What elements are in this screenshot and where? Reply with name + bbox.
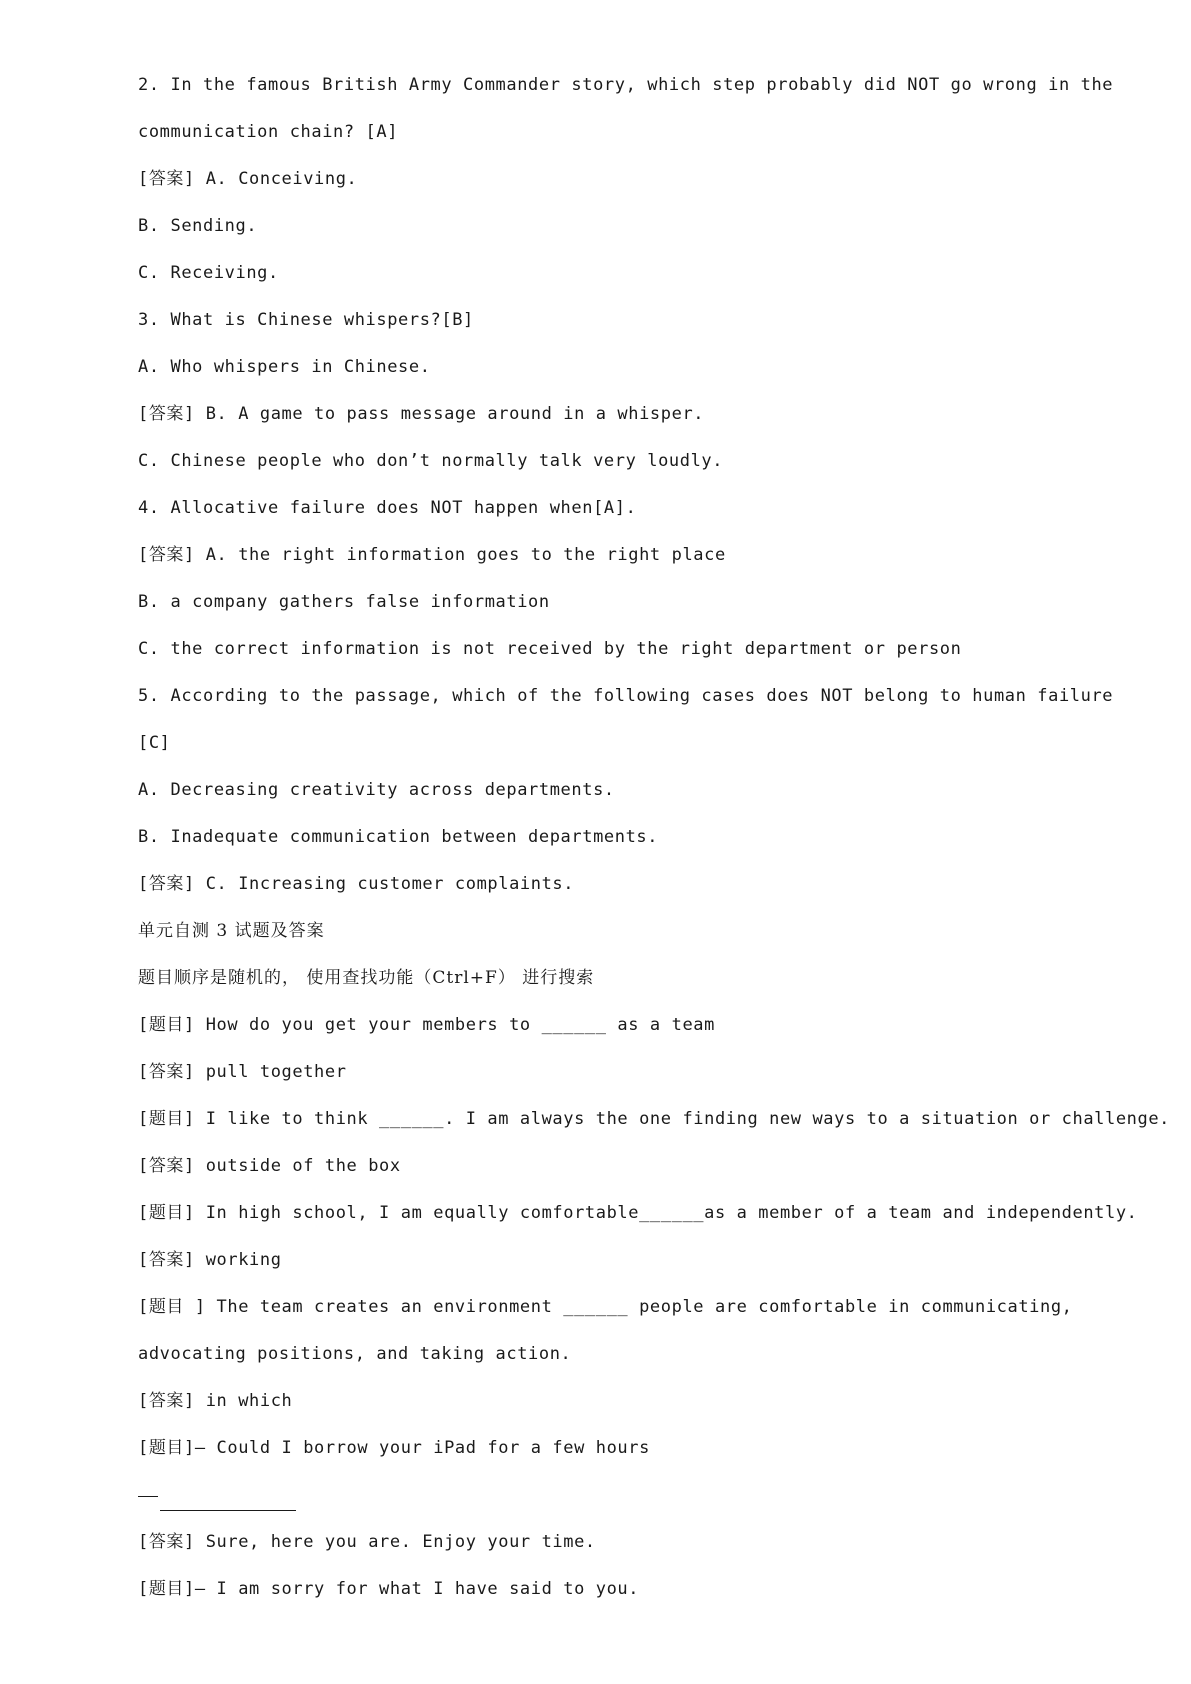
answer-item: [答案] outside of the box [138, 1156, 401, 1176]
answer-option: [答案] B. A game to pass message around in a whisper. [138, 404, 705, 424]
answer-item: [答案] Sure, here you are. Enjoy your time. [138, 1532, 596, 1552]
question-item: [题目] In high school, I am equally comfortable______as a member of a team and independently. [138, 1203, 1138, 1223]
question-item-cont: advocating positions, and taking action. [138, 1344, 572, 1364]
question-3-stem: 3. What is Chinese whispers?[B] [138, 310, 474, 330]
question-item: [题目 ] The team creates an environment ______ people are comfortable in communicating, [138, 1297, 1073, 1317]
option: B. Sending. [138, 216, 258, 236]
answer-item: [答案] working [138, 1250, 282, 1270]
option: C. Chinese people who don’t normally talk very loudly. [138, 451, 724, 471]
answer-option: [答案] C. Increasing customer complaints. [138, 874, 575, 894]
answer-blank [160, 1510, 296, 1511]
question-2-stem-cont: communication chain? [A] [138, 122, 399, 142]
answer-item: [答案] pull together [138, 1062, 347, 1082]
question-item: [题目] How do you get your members to ______ as a team [138, 1015, 715, 1035]
answer-option: [答案] A. the right information goes to the right place [138, 545, 726, 565]
option: C. the correct information is not received by the right department or person [138, 639, 962, 659]
answer-item: [答案] in which [138, 1391, 293, 1411]
option: C. Receiving. [138, 263, 279, 283]
document-page [138, 62, 1171, 1613]
question-item: [题目]— Could I borrow your iPad for a few hours [138, 1438, 650, 1458]
question-2-stem: 2. In the famous British Army Commander story, which step probably did NOT go wrong in the [138, 75, 1114, 95]
question-4-stem: 4. Allocative failure does NOT happen when[A]. [138, 498, 637, 518]
question-item: [题目]— I am sorry for what I have said to you. [138, 1579, 640, 1599]
answer-option: [答案] A. Conceiving. [138, 169, 358, 189]
question-item: [题目] I like to think ______. I am always the one finding new ways to a situation or challenge. [138, 1109, 1171, 1129]
option: A. Decreasing creativity across departments. [138, 780, 615, 800]
question-5-stem: 5. According to the passage, which of the following cases does NOT belong to human failure [138, 686, 1114, 706]
reply-blank-line [138, 1472, 1158, 1519]
em-dash [138, 1496, 158, 1497]
question-5-key: [C] [138, 733, 171, 753]
section-heading: 单元自测 3 试题及答案 [138, 921, 325, 941]
option: A. Who whispers in Chinese. [138, 357, 431, 377]
option: B. Inadequate communication between departments. [138, 827, 659, 847]
option: B. a company gathers false information [138, 592, 550, 612]
search-instruction: 题目顺序是随机的， 使用查找功能（Ctrl+F） 进行搜索 [138, 968, 595, 988]
